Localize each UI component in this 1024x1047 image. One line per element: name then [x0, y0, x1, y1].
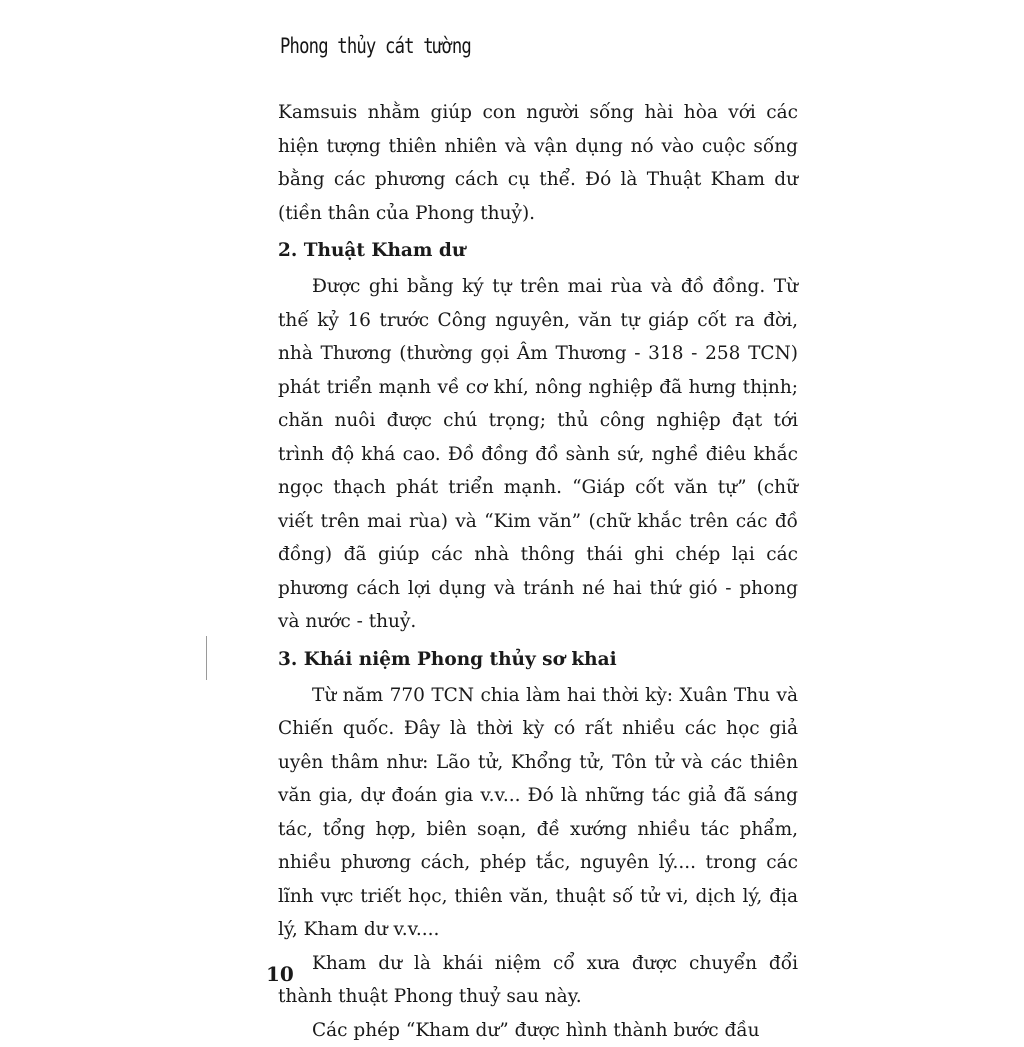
section-2-paragraph: Được ghi bằng ký tự trên mai rùa và đồ đồng. Từ thế kỷ 16 trước Công nguyên, văn tự giáp cốt ra đời, nhà Thương (thường gọi Âm Thương - 318 - 258 TCN) phát triển mạnh về cơ khí, nông nghiệp đã hưng thịnh; chăn nuôi được chú trọng; thủ công nghiệp đạt tới trình độ khá cao. Đồ đồng đồ sành sứ, nghề điêu khắc ngọc thạch phát triển mạnh. “Giáp cốt văn tự” (chữ viết trên mai rùa) và “Kim văn” (chữ khắc trên các đồ đồng) đã giúp các nhà thông thái ghi chép lại các phương cách lợi dụng và tránh né hai thứ gió - phong và nước - thuỷ.: [278, 270, 798, 639]
running-header: Phong thủy cát tường: [280, 34, 471, 58]
scan-edge-mark: [206, 636, 207, 680]
section-3-paragraph-2: Kham dư là khái niệm cổ xưa được chuyển đổi thành thuật Phong thuỷ sau này.: [278, 947, 798, 1014]
section-3-paragraph-1: Từ năm 770 TCN chia làm hai thời kỳ: Xuân Thu và Chiến quốc. Đây là thời kỳ có rất nhiều các học giả uyên thâm như: Lão tử, Khổng tử, Tôn tử và các thiên văn gia, dự đoán gia v.v... Đó là những tác giả đã sáng tác, tổng hợp, biên soạn, đề xướng nhiều tác phẩm, nhiều phương cách, phép tắc, nguyên lý.... trong các lĩnh vực triết học, thiên văn, thuật số tử vi, dịch lý, địa lý, Kham dư v.v....: [278, 679, 798, 947]
body-text: [278, 96, 798, 1047]
page-number: 10: [266, 962, 294, 986]
paragraph-intro: Kamsuis nhằm giúp con người sống hài hòa với các hiện tượng thiên nhiên và vận dụng nó vào cuộc sống bằng các phương cách cụ thể. Đó là Thuật Kham dư (tiền thân của Phong thuỷ).: [278, 96, 798, 230]
section-heading-2: 2. Thuật Kham dư: [278, 236, 798, 266]
section-3-paragraph-3: Các phép “Kham dư” được hình thành bước đầu: [278, 1014, 798, 1047]
section-heading-3: 3. Khái niệm Phong thủy sơ khai: [278, 645, 798, 675]
